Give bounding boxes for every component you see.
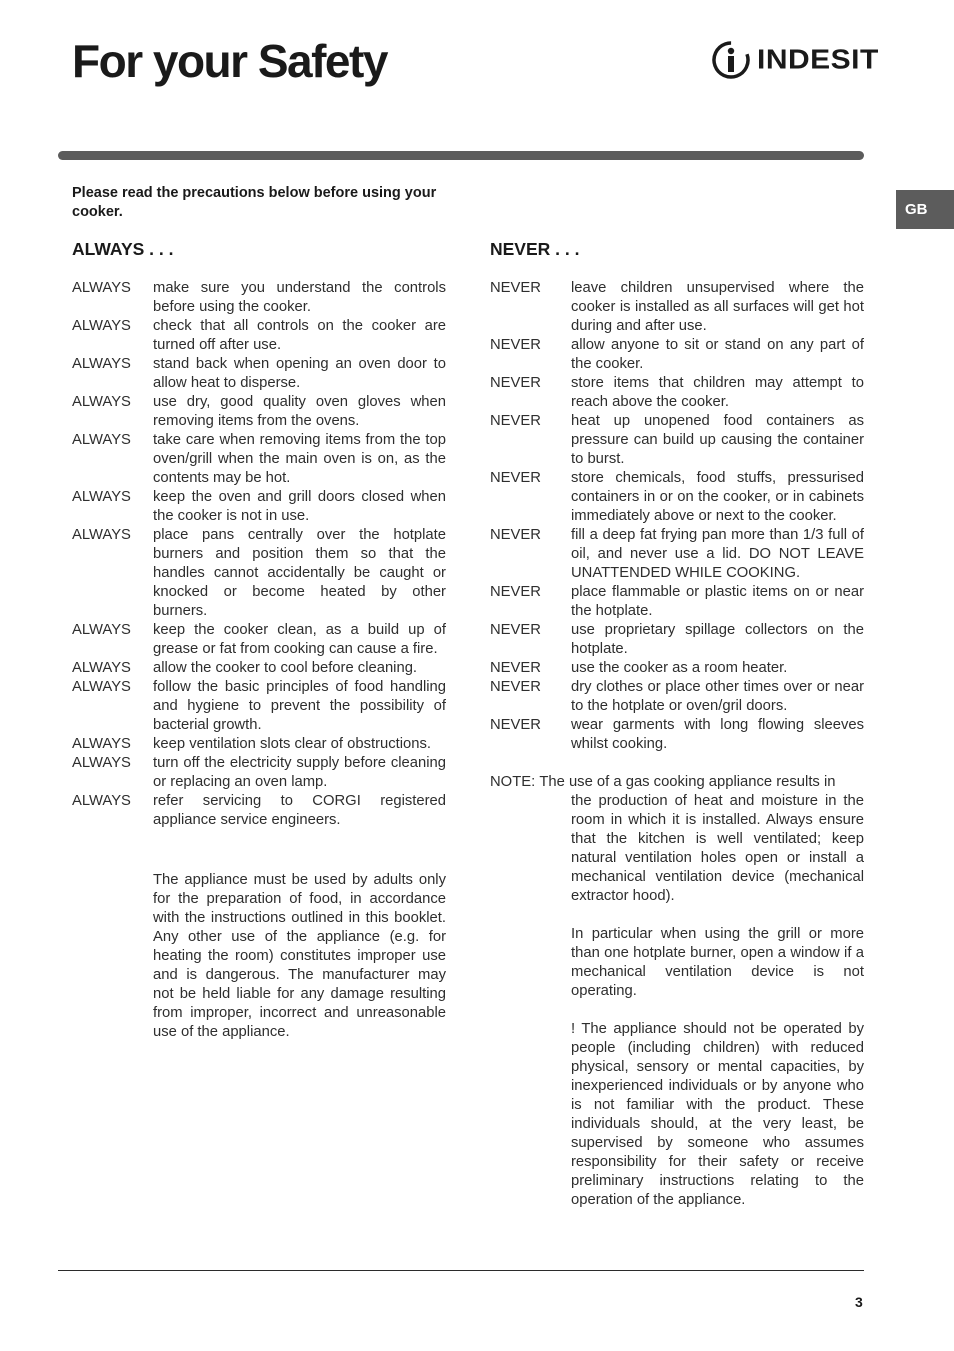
list-item (72, 678, 446, 735)
item-text: turn off the electricity supply before cleaning or replacing an oven lamp. (153, 755, 446, 790)
item-text: fill a deep fat frying pan more than 1/3 full of oil, and never use a lid. DO NOT LEAVE UNATTENDED WHILE COOKING. (571, 527, 864, 581)
list-item (72, 754, 446, 792)
item-text: store items that children may attempt to reach above the cooker. (571, 375, 864, 410)
item-text: use the cooker as a room heater. (571, 660, 788, 676)
list-item (72, 526, 446, 621)
list-item (72, 279, 446, 317)
brand-name: INDESIT (757, 44, 879, 75)
list-item (72, 317, 446, 355)
page-title: For your Safety (72, 35, 387, 87)
item-text: place pans centrally over the hotplate burners and position them so that the handles cannot accidentally be caught or knocked or become heated by other burners. (153, 527, 446, 619)
item-keyword: NEVER (490, 413, 541, 429)
item-keyword: ALWAYS (72, 660, 131, 676)
list-item (72, 393, 446, 431)
list-item (72, 431, 446, 488)
header-divider (58, 151, 864, 160)
list-item (490, 526, 864, 583)
item-keyword: ALWAYS (72, 755, 131, 771)
list-item (72, 355, 446, 393)
item-text: use dry, good quality oven gloves when removing items from the ovens. (153, 394, 446, 429)
item-keyword: NEVER (490, 337, 541, 353)
item-text: store chemicals, food stuffs, pressurised containers in or on the cooker, or in cabinets immediately above or next to the cooker. (571, 470, 864, 524)
always-column (72, 279, 446, 1042)
item-keyword: ALWAYS (72, 394, 131, 410)
list-item (490, 621, 864, 659)
item-text: allow the cooker to cool before cleaning. (153, 660, 418, 676)
item-keyword: ALWAYS (72, 622, 131, 638)
item-text: keep ventilation slots clear of obstructions. (153, 736, 431, 752)
indesit-logo-icon (711, 40, 751, 80)
note-first-line: The use of a gas cooking appliance results in (539, 774, 836, 790)
item-keyword: NEVER (490, 660, 541, 676)
item-keyword: NEVER (490, 584, 541, 600)
list-item (490, 678, 864, 716)
item-keyword: NEVER (490, 470, 541, 486)
item-text: leave children unsupervised where the cooker is installed as all surfaces will get hot during and after use. (571, 280, 864, 334)
item-keyword: NEVER (490, 622, 541, 638)
always-list (72, 279, 446, 830)
never-column (490, 279, 864, 1210)
usage-paragraph: The appliance must be used by adults only for the preparation of food, in accordance with the instructions outlined in this booklet. Any other use of the appliance (e.g. for heating the room) constitutes improper use and is dangerous. The manufacturer may not be held liable for any damage resulting from improper, incorrect and unreasonable use of the appliance. (153, 872, 446, 1040)
item-text: use proprietary spillage collectors on the hotplate. (571, 622, 864, 657)
item-text: refer servicing to CORGI registered appliance service engineers. (153, 793, 446, 828)
item-keyword: ALWAYS (72, 736, 131, 752)
item-keyword: ALWAYS (72, 356, 131, 372)
list-item (490, 374, 864, 412)
item-keyword: NEVER (490, 679, 541, 695)
never-heading: NEVER . . . (490, 239, 580, 259)
item-keyword: ALWAYS (72, 318, 131, 334)
item-keyword: NEVER (490, 527, 541, 543)
item-text: dry clothes or place other times over or near to the hotplate or oven/gril doors. (571, 679, 864, 714)
item-text: wear garments with long flowing sleeves whilst cooking. (571, 717, 864, 752)
list-item (72, 792, 446, 830)
item-keyword: NEVER (490, 717, 541, 733)
language-tab: GB (896, 190, 954, 229)
footer-divider (58, 1270, 864, 1271)
item-keyword: ALWAYS (72, 527, 131, 543)
grill-paragraph: In particular when using the grill or more than one hotplate burner, open a window if a mechanical ventilation device is not operating. (571, 926, 864, 999)
list-item (490, 336, 864, 374)
intro-text: Please read the precautions below before using your cooker. (72, 185, 437, 220)
item-keyword: NEVER (490, 375, 541, 391)
warning-paragraph: ! The appliance should not be operated by people (including children) with reduced physical, sensory or mental capacities, by inexperienced individuals or by anyone who is not familiar with the product. These individuals should, at the very least, be supervised by someone who assumes responsibility for their safety or receive preliminary instructions relating to the operation of the appliance. (571, 1021, 864, 1208)
list-item (490, 279, 864, 336)
list-item (72, 488, 446, 526)
item-keyword: ALWAYS (72, 432, 131, 448)
item-keyword: NEVER (490, 280, 541, 296)
item-keyword: ALWAYS (72, 793, 131, 809)
note-label: NOTE: (490, 774, 536, 790)
item-text: place flammable or plastic items on or near the hotplate. (571, 584, 864, 619)
note-text: the production of heat and moisture in the room in which it is installed. Always ensure that the kitchen is well ventilated; keep natural ventilation holes open or install a mechanical ventilation device (mechanical extractor hood). (571, 793, 864, 904)
list-item (490, 412, 864, 469)
page-number: 3 (855, 1294, 863, 1310)
list-item (490, 659, 864, 678)
item-text: make sure you understand the controls before using the cooker. (153, 280, 446, 315)
item-text: heat up unopened food containers as pressure can build up causing the container to burst. (571, 413, 864, 467)
item-text: allow anyone to sit or stand on any part of the cooker. (571, 337, 864, 372)
item-text: check that all controls on the cooker are turned off after use. (153, 318, 446, 353)
never-list (490, 279, 864, 754)
always-heading: ALWAYS . . . (72, 239, 174, 259)
list-item (490, 583, 864, 621)
list-item (72, 735, 446, 754)
brand-logo (711, 38, 879, 82)
ventilation-note (490, 773, 864, 1210)
list-item (72, 659, 446, 678)
item-text: follow the basic principles of food handling and hygiene to prevent the possibility of bacterial growth. (153, 679, 446, 733)
list-item (490, 716, 864, 754)
list-item (490, 469, 864, 526)
list-item (72, 621, 446, 659)
item-text: keep the oven and grill doors closed when the cooker is not in use. (153, 489, 446, 524)
item-keyword: ALWAYS (72, 280, 131, 296)
item-text: stand back when opening an oven door to allow heat to disperse. (153, 356, 446, 391)
item-keyword: ALWAYS (72, 679, 131, 695)
item-text: take care when removing items from the top oven/grill when the main oven is on, as the contents may be hot. (153, 432, 446, 486)
item-text: keep the cooker clean, as a build up of grease or fat from cooking can cause a fire. (153, 622, 446, 657)
item-keyword: ALWAYS (72, 489, 131, 505)
